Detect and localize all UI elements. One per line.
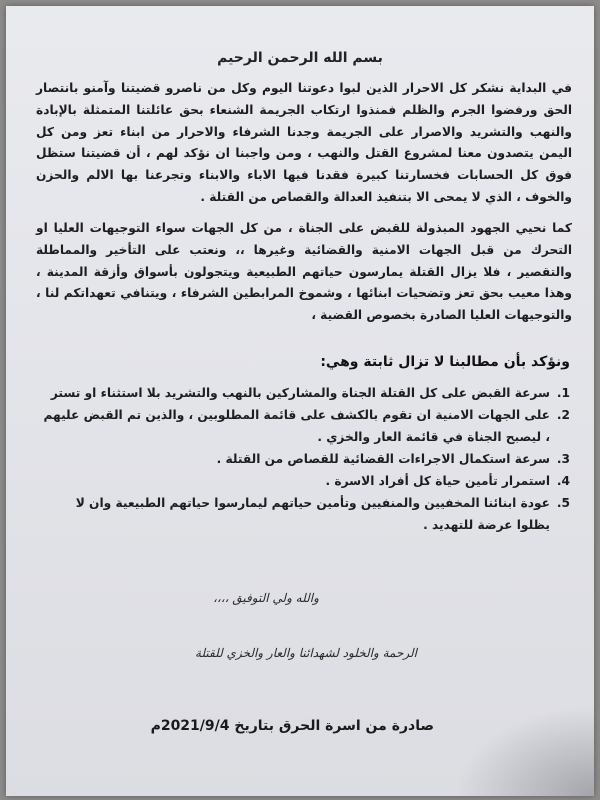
demand-item	[40, 492, 570, 536]
demands-heading: ونؤكد بأن مطالبنا لا تزال ثابتة وهي:	[320, 354, 570, 370]
closing-line: والله ولي التوفيق ،،،،	[213, 591, 319, 605]
demand-number: 1.	[556, 386, 570, 400]
demand-text: سرعة القبض على كل القتلة الجناة والمشاركين بالنهب والتشريد بلا استثناء او تستر	[50, 386, 550, 400]
demand-number: 2.	[556, 408, 570, 422]
efforts-paragraph: كما نحيي الجهود المبذولة للقبض على الجناة ، من كل الجهات سواء التوجيهات العليا او التحرك من قبل الجهات الامنية والقضائية وغيرها ،، ونعتب على التأخير والمماطلة والتقصير ، فلا يزال القتلة يمارسون حياتهم الطبيعية ويتجولون بأسواق وأزقة المدينة ، وهذا معيب بحق تعز وتضحيات ابنائها ، وشموخ المرابطين الشرفاء ، ويتنافي تعهداتكم لنا ، والتوجيهات العليا الصادرة بخصوص القضية ،	[36, 221, 572, 323]
demand-text: على الجهات الامنية ان تقوم بالكشف على قائمة المطلوبين ، والذين تم القبض عليهم ، ليصبح الجناة في قائمة العار والخزي .	[43, 408, 550, 444]
issued-date: 2021/9/4م	[150, 718, 230, 734]
mercy-line: الرحمة والخلود لشهدائنا والعار والخزي للقتلة	[195, 646, 417, 660]
demand-item	[40, 382, 570, 404]
demand-item	[40, 470, 570, 492]
issued-by-line	[151, 718, 434, 734]
issued-text: صادرة من اسرة الحرق بتاريخ	[234, 718, 434, 734]
opening-paragraph: في البداية نشكر كل الاحرار الذين لبوا دعوتنا اليوم وكل من ناصرو قضيتنا وآمنو بانتصار الحق ورفضوا الجرم والظلم فمنذوا ارتكاب الجريمة الشنعاء بحق عائلتنا المتمثلة بالإبادة والنهب والتشريد والاصرار على الجريمة وجدنا الشرفاء والاحرار من ابناء تعز ومن كل اليمن يتصدون معنا لمشروع القتل والنهب ، ومن واجبنا ان نؤكد لهم ، أن قضيتنا ستظل فوق كل الحسابات فخسارتنا كبيرة فقدنا فيها الاباء والابناء وتجرعنا بها الالم والحزن والخوف ، الذي لا يمحى الا بتنفيذ العدالة والقصاص من القتلة .	[36, 81, 572, 204]
demand-number: 3.	[556, 452, 570, 466]
demand-text: سرعة استكمال الاجراءات القضائية للقصاص من القتلة .	[216, 452, 550, 466]
letter-page	[6, 6, 594, 796]
demand-number: 4.	[556, 474, 570, 488]
demands-list	[40, 382, 570, 536]
demand-number: 5.	[556, 496, 570, 510]
demand-item	[40, 448, 570, 470]
paper-shadow	[454, 706, 594, 796]
basmala-heading: بسم الله الرحمن الرحيم	[217, 50, 383, 66]
demand-text: عودة ابنائنا المخفيين والمنفيين وتأمين حياتهم ليمارسوا حياتهم الطبيعية وان لا يظلوا عرضة للتهديد .	[75, 496, 550, 532]
demand-item	[40, 404, 570, 448]
demand-text: استمرار تأمين حياة كل أفراد الاسرة .	[325, 474, 550, 488]
